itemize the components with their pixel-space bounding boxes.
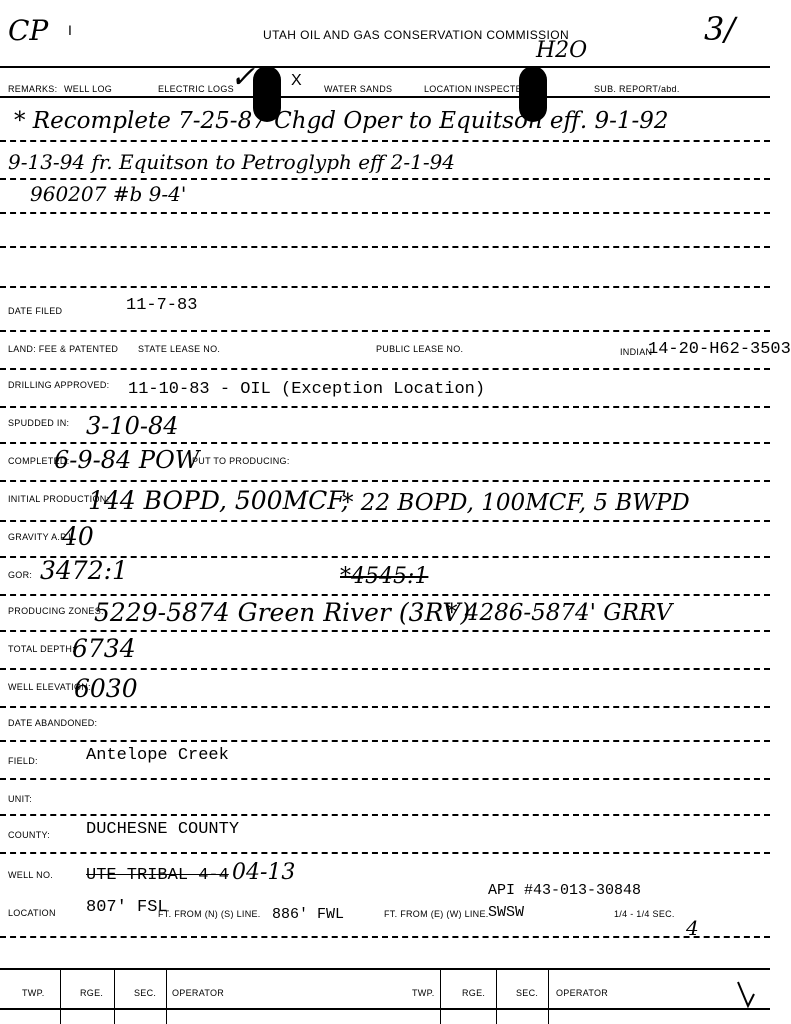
- remarks-dash-3: [0, 212, 770, 214]
- total-depth-value: 6734: [72, 634, 136, 663]
- zones-rule: [0, 630, 770, 632]
- table-col-twp: TWP.: [22, 988, 45, 998]
- drilling-rule: [0, 406, 770, 408]
- indian-lease-value: 14-20-H62-3503: [648, 340, 791, 359]
- remarks-rule: [0, 96, 770, 98]
- field-label: FIELD:: [8, 756, 38, 766]
- completed-value: 6-9-84 POW: [54, 446, 200, 474]
- corner-sub-mark: I: [68, 22, 72, 38]
- table-col-rge: RGE.: [80, 988, 104, 998]
- ft-from-ew-label: FT. FROM (E) (W) LINE.: [384, 909, 489, 919]
- section-value: 4: [686, 916, 699, 940]
- table-col-operator: OPERATOR: [172, 988, 225, 998]
- drilling-approved-value: 11-10-83 - OIL (Exception Location): [128, 380, 486, 399]
- date-abandoned-label: DATE ABANDONED:: [8, 718, 98, 728]
- location-fwl: 886' FWL: [272, 906, 345, 923]
- field-value: Antelope Creek: [86, 746, 229, 765]
- well-no-new: 04-13: [232, 860, 296, 885]
- date-filed-label: DATE FILED: [8, 306, 63, 316]
- table-divider-3: [166, 968, 167, 1024]
- gravity-value: 40: [62, 522, 94, 551]
- abandoned-rule: [0, 740, 770, 742]
- well-elevation-label: WELL ELEVATION:: [8, 682, 91, 692]
- table-col-rge-2: RGE.: [462, 988, 486, 998]
- table-divider-4: [440, 968, 441, 1024]
- remarks-dash-2: [0, 178, 770, 180]
- completed-label: COMPLETED:: [8, 456, 70, 466]
- table-divider-2: [114, 968, 115, 1024]
- date-filed-rule: [0, 330, 770, 332]
- remarks-line-3: 960207 #b 9-4': [30, 182, 187, 206]
- remarks-dash-4: [0, 246, 770, 248]
- electric-logs-label: ELECTRIC LOGS: [158, 84, 234, 94]
- remarks-label: REMARKS:: [8, 84, 58, 94]
- gor-rule: [0, 594, 770, 596]
- spudded-rule: [0, 442, 770, 444]
- table-divider-5: [496, 968, 497, 1024]
- well-no-label: WELL NO.: [8, 870, 54, 880]
- well-no-struck: UTE TRIBAL 4-4: [86, 866, 229, 885]
- table-divider-6: [548, 968, 549, 1024]
- remarks-line-1: * Recomplete 7-25-87 Chgd Oper to Equitson eff. 9-1-92: [14, 108, 669, 134]
- county-rule: [0, 852, 770, 854]
- completed-rule: [0, 480, 770, 482]
- initial-production-label: INITIAL PRODUCTION:: [8, 494, 110, 504]
- land-rule: [0, 368, 770, 370]
- location-rule: [0, 936, 770, 938]
- production-rule: [0, 520, 770, 522]
- x-mark: X: [291, 72, 302, 89]
- table-header-rule: [0, 1008, 770, 1010]
- table-top-rule: [0, 968, 770, 970]
- check-mark: ✓: [230, 60, 256, 95]
- water-sands-label: WATER SANDS: [324, 84, 393, 94]
- h2o-mark: H2O: [536, 38, 588, 63]
- initial-production-value: 144 BOPD, 500MCF,: [88, 486, 349, 515]
- location-fsl: 807' FSL: [86, 898, 168, 917]
- sub-report-label: SUB. REPORT/abd.: [594, 84, 680, 94]
- top-right-mark: 3/: [704, 10, 736, 48]
- date-filed-value: 11-7-83: [126, 296, 198, 315]
- gravity-label: GRAVITY A.P.I.: [8, 532, 74, 542]
- county-label: COUNTY:: [8, 830, 51, 840]
- table-col-twp-2: TWP.: [412, 988, 435, 998]
- drilling-approved-label: DRILLING APPROVED:: [8, 380, 110, 390]
- state-lease-label: STATE LEASE NO.: [138, 344, 221, 354]
- table-col-operator-2: OPERATOR: [556, 988, 609, 998]
- initial-production-value-2: * 22 BOPD, 100MCF, 5 BWPD: [342, 490, 690, 516]
- table-col-sec: SEC.: [134, 988, 157, 998]
- producing-zones-value-2: * 4286-5874' GRRV: [446, 600, 673, 626]
- remarks-dash-1: [0, 140, 770, 142]
- put-to-producing-label: PUT TO PRODUCING:: [192, 456, 290, 466]
- gor-label: GOR:: [8, 570, 33, 580]
- unit-rule: [0, 814, 770, 816]
- well-elevation-value: 6030: [74, 674, 138, 703]
- remarks-line-2: 9-13-94 fr. Equitson to Petroglyph eff 2-1-94: [8, 150, 456, 174]
- top-rule: [0, 66, 770, 68]
- api-number: API #43-013-30848: [488, 882, 642, 899]
- quarter-sec-label: 1/4 - 1/4 SEC.: [614, 909, 675, 919]
- public-lease-label: PUBLIC LEASE NO.: [376, 344, 464, 354]
- ft-from-line-label: FT. FROM (N) (S) LINE.: [158, 909, 261, 919]
- spudded-label: SPUDDED IN:: [8, 418, 70, 428]
- location-quarter: SWSW: [488, 904, 525, 921]
- table-col-sec-2: SEC.: [516, 988, 539, 998]
- corner-mark: CP: [8, 14, 49, 47]
- field-rule: [0, 778, 770, 780]
- bottom-arrow-mark: [734, 978, 758, 1012]
- depth-rule: [0, 668, 770, 670]
- county-value: DUCHESNE COUNTY: [86, 820, 240, 839]
- remarks-dash-5: [0, 286, 770, 288]
- indian-label: INDIAN: [620, 347, 653, 357]
- well-log-label: WELL LOG: [64, 84, 113, 94]
- total-depth-label: TOTAL DEPTH:: [8, 644, 75, 654]
- spudded-value: 3-10-84: [86, 412, 179, 440]
- table-divider-1: [60, 968, 61, 1024]
- gor-extra-value: *4545:1: [340, 564, 429, 589]
- land-label: LAND: FEE & PATENTED: [8, 344, 119, 354]
- producing-zones-value: 5229-5874 Green River (3RV): [94, 598, 471, 627]
- form-title: UTAH OIL AND GAS CONSERVATION COMMISSION: [263, 28, 570, 42]
- producing-zones-label: PRODUCING ZONES:: [8, 606, 104, 616]
- elevation-rule: [0, 706, 770, 708]
- gor-value: 3472:1: [40, 556, 128, 585]
- location-label: LOCATION: [8, 908, 56, 918]
- unit-label: UNIT:: [8, 794, 32, 804]
- location-inspected-label: LOCATION INSPECTED: [424, 84, 529, 94]
